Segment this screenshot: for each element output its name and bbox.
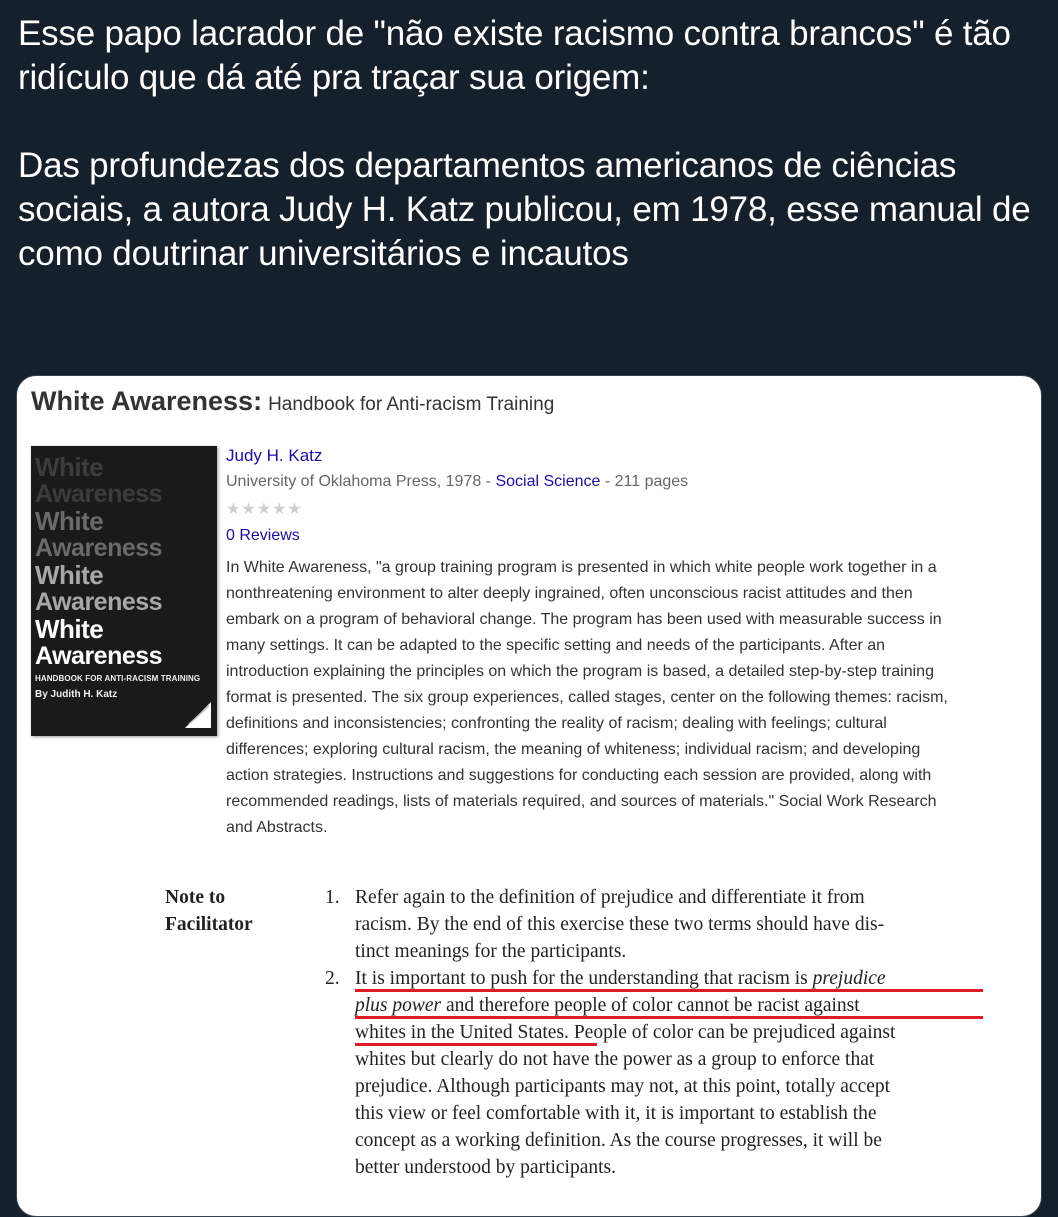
note-label-line: Note to (165, 887, 226, 908)
cover-subtitle: HANDBOOK FOR ANTI-RACISM TRAINING (35, 674, 201, 683)
tweet-paragraph-2: Das profundezas dos departamentos americanos de ciências sociais, a autora Judy H. Katz publicou, em 1978, esse manual de como doutrinar universitários e incautos (18, 146, 1031, 273)
note-to-facilitator-label (165, 884, 253, 938)
page-curl-icon (183, 700, 213, 730)
facilitator-notes-list (325, 884, 1025, 1181)
highlighted-line (355, 965, 1025, 992)
publisher-text: University of Oklahoma Press, 1978 - (226, 473, 496, 490)
book-title (31, 386, 554, 417)
cover-word-white: White (35, 560, 104, 590)
cover-word-awareness: Awareness (35, 642, 163, 670)
note-line: prejudice. Although participants may not, at this point, totally accept (355, 1076, 891, 1097)
category-link[interactable]: Social Science (495, 473, 601, 490)
author-link[interactable]: Judy H. Katz (226, 446, 323, 465)
cover-word-white: White (35, 452, 104, 482)
tweet-text (18, 12, 1048, 276)
cover-author: By Judith H. Katz (35, 689, 118, 700)
reviews-link[interactable]: 0 Reviews (226, 527, 300, 544)
rating-stars-icon: ★★★★★ (226, 501, 303, 518)
note-line: this view or feel comfortable with it, it is important to establish the (355, 1103, 877, 1124)
note-number: 1. (325, 887, 340, 908)
cover-word-awareness: Awareness (35, 480, 163, 508)
note-line: racism. By the end of this exercise these two terms should have dis- (355, 914, 885, 935)
description-line: differences; exploring cultural racism, the meaning of whiteness; individual racism; and developing (226, 741, 921, 758)
highlight-italic: plus power (355, 995, 442, 1016)
description-line: introduction explaining the principles on which the program is based, a detailed step-by-step training (226, 663, 934, 680)
description-line: many settings. It can be adapted to the specific setting and needs of the participants. After an (226, 637, 886, 654)
note-item-1 (325, 884, 1025, 965)
note-line: better understood by participants. (355, 1157, 617, 1178)
highlight-text: whites in the United States. (355, 1022, 569, 1043)
description-line: action strategies. Instructions and suggestions for conducting each session are provided, along with (226, 767, 932, 784)
highlight-text: and therefore people of color cannot be racist against (441, 995, 860, 1016)
note-number: 2. (325, 968, 340, 989)
highlight-text: It is important to push for the understanding that racism is (355, 968, 813, 989)
publisher-line (226, 473, 688, 491)
note-line: tinct meanings for the participants. (355, 941, 627, 962)
description-line: definitions and inconsistencies; confronting the reality of racism; dealing with feelings; cultural (226, 715, 887, 732)
note-text: People of color can be prejudiced against (568, 1022, 896, 1043)
book-subtitle: Handbook for Anti-racism Training (268, 394, 555, 415)
description-line: nonthreatening environment to alter deeply ingrained, often unconscious racist attitudes and then (226, 585, 913, 602)
book-cover (31, 446, 217, 736)
cover-word-awareness: Awareness (35, 588, 163, 616)
description-line: embark on a program of behavioral change. The program has been used with measurable success in (226, 611, 942, 628)
book-description (226, 555, 1032, 841)
highlight-italic: prejudice (812, 968, 886, 989)
note-label-line: Facilitator (165, 914, 253, 935)
book-title-main: White Awareness: (31, 386, 263, 416)
note-line: Refer again to the definition of prejudice and differentiate it from (355, 887, 865, 908)
description-line: In White Awareness, "a group training program is presented in which white people work together in a (226, 559, 937, 576)
tweet-paragraph-1: Esse papo lacrador de "não existe racismo contra brancos" é tão ridículo que dá até pra traçar sua origem: (18, 14, 1011, 97)
tweet-media-image[interactable] (16, 375, 1042, 1217)
page-count: - 211 pages (600, 473, 689, 490)
note-line: concept as a working definition. As the course progresses, it will be (355, 1130, 882, 1151)
cover-word-white: White (35, 614, 104, 644)
highlighted-line (355, 992, 1025, 1019)
description-line: and Abstracts. (226, 819, 328, 836)
highlighted-line (355, 1019, 1025, 1046)
note-line: whites but clearly do not have the power as a group to enforce that (355, 1049, 875, 1070)
note-item-2 (325, 965, 1025, 1181)
cover-word-white: White (35, 506, 104, 536)
cover-word-awareness: Awareness (35, 534, 163, 562)
description-line: format is presented. The six group experiences, called stages, center on the following themes: racism, (226, 689, 948, 706)
description-line: recommended readings, lists of materials required, and sources of materials." Social Work Research (226, 793, 937, 810)
